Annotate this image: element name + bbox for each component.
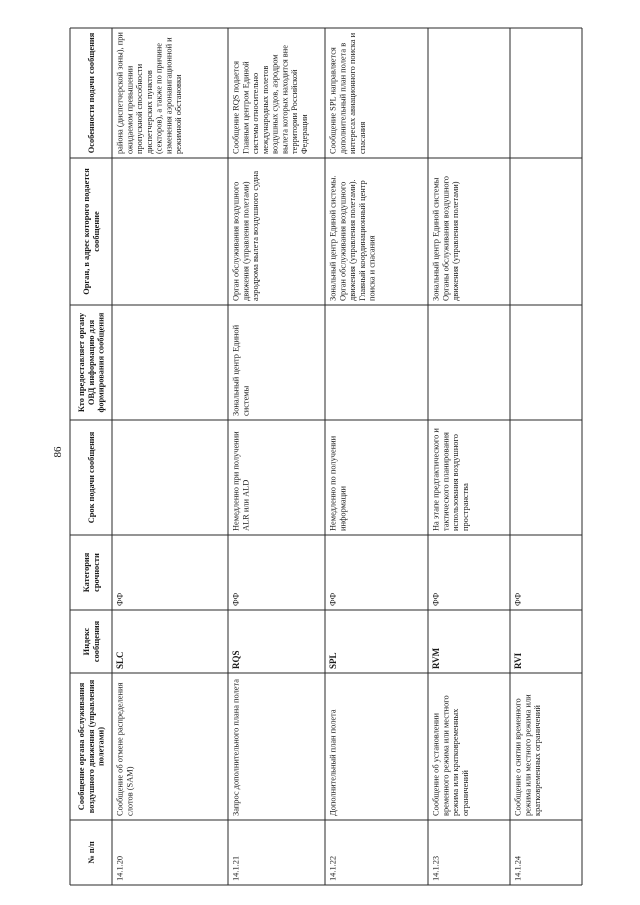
cell-urgency: ФФ [115, 592, 125, 606]
cell-deadline: Немедленно при полученииALR или ALD [231, 431, 251, 531]
cell-num: 14.1.21 [231, 855, 241, 881]
cell-message: Сообщение об установлениивременного режима или местногорежима или кратковременныхограничений [431, 695, 470, 816]
cell-index: RVI [513, 652, 524, 669]
cell-deadline: На этапе предтактического итактического планированияиспользования воздушногопространства [431, 428, 470, 531]
header-index: Индекссообщения [82, 620, 101, 663]
page-number-label: 86 [52, 446, 64, 458]
cell-index: RQS [231, 650, 242, 669]
cell-deadline: Немедленно по полученииинформации [328, 435, 348, 531]
cell-index: SLC [115, 651, 126, 669]
cell-message: Дополнительный план полета [328, 709, 338, 816]
cell-urgency: ФФ [231, 592, 241, 606]
cell-num: 14.1.23 [431, 855, 441, 881]
header-provider: Кто предоставляет органуОВД информацию дляформирования сообщения [77, 312, 106, 413]
cell-num: 14.1.22 [328, 855, 338, 881]
header-num: № п/п [86, 841, 96, 864]
cell-urgency: ФФ [328, 592, 338, 606]
cell-provider: Зональный центр Единойсистемы [231, 324, 251, 416]
cell-message: Запрос дополнительного плана полета [231, 679, 241, 816]
cell-notes: Сообщение SPL направляетсядополнительный план полета винтересах авиационного поиска испасания [328, 32, 367, 154]
cell-num: 14.1.20 [115, 855, 125, 881]
cell-addressee: Зональный центр Единой системы.Орган обслуживания воздушногодвижения (управления полетами).Главный координационный центрпоиска и спасания [328, 175, 377, 301]
cell-num: 14.1.24 [513, 855, 523, 881]
cell-index: RVM [431, 647, 442, 669]
cell-notes: района (диспетчерской зоны), приожидаемом превышениипропускной способностидиспетчерских пунктов(секторов), а также по причинеизменения аэронавигационной ирежимной обстановки [115, 32, 184, 154]
cell-addressee: Орган обслуживания воздушногодвижения (управления полетами)аэродрома вылета воздушного судна [231, 170, 261, 301]
header-urgency: Категориясрочности [82, 552, 101, 593]
table-cells [77, 32, 542, 881]
header-message: Сообщение органа обслуживаниявоздушного движения (управленияполетами) [77, 679, 106, 814]
cell-message: Сообщение о снятии временногорежима или местного режима иликратковременных ограничений [513, 694, 543, 816]
cell-notes: Сообщение RQS подаетсяГлавным центром Единойсистемы относительномеждународных полетоввоздушных судов, аэродромвылета которых находится внетерритории РоссийскойФедерации [231, 45, 309, 154]
header-addressee: Орган, в адрес которого подаетсясообщение [82, 168, 101, 295]
cell-message: Сообщение об отмене распределенияслотов (SAM) [115, 682, 135, 816]
table-grid [70, 28, 582, 885]
header-deadline: Срок подачи сообщения [86, 431, 96, 524]
header-notes: Особенности подачи сообщения [86, 32, 96, 154]
cell-urgency: ФФ [513, 592, 523, 606]
cell-addressee: Зональный центр Единой системыОрганы обслуживания воздушногодвижения (управления полетами) [431, 176, 461, 301]
cell-index: SPL [328, 652, 339, 669]
cell-urgency: ФФ [431, 592, 441, 606]
